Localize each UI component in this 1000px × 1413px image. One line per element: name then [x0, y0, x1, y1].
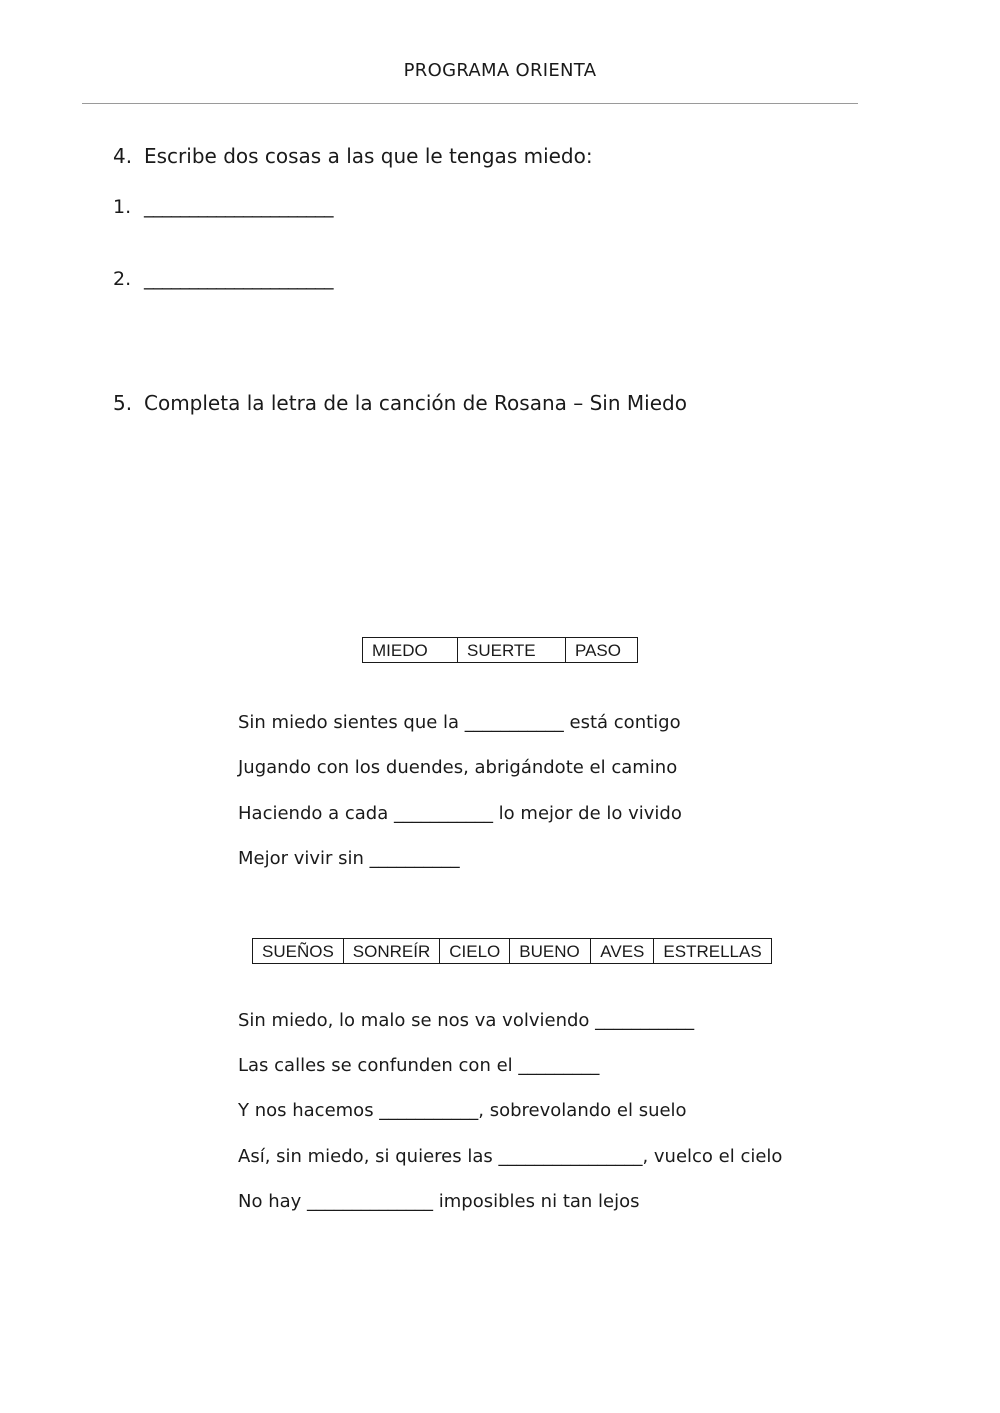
word-bank-1 [362, 637, 638, 663]
question-4 [113, 144, 593, 168]
answer-line-1-number: 1. [113, 196, 132, 218]
word-bank-2-word[interactable]: AVES [591, 939, 654, 964]
lyric-line[interactable]: Mejor vivir sin __________ [238, 848, 460, 869]
word-bank-2-word[interactable]: CIELO [440, 939, 510, 964]
answer-line-1[interactable] [113, 196, 333, 218]
answer-line-2[interactable] [113, 268, 333, 290]
lyric-line[interactable]: Y nos hacemos ___________, sobrevolando el suelo [238, 1100, 687, 1121]
question-4-number: 4. [113, 144, 133, 168]
word-bank-2 [252, 938, 772, 964]
question-5 [113, 391, 687, 415]
answer-line-1-blank[interactable]: _____________________ [144, 196, 333, 218]
answer-line-2-blank[interactable]: _____________________ [144, 268, 333, 290]
lyric-line[interactable]: Sin miedo, lo malo se nos va volviendo ___________ [238, 1010, 695, 1031]
word-bank-2-word[interactable]: SONREÍR [343, 939, 439, 964]
header-divider [82, 103, 858, 104]
word-bank-1-word[interactable]: MIEDO [363, 638, 458, 663]
lyric-line[interactable]: Así, sin miedo, si quieres las ________________, vuelco el cielo [238, 1146, 783, 1167]
question-5-number: 5. [113, 391, 133, 415]
lyric-line[interactable]: Las calles se confunden con el _________ [238, 1055, 600, 1076]
question-4-text: Escribe dos cosas a las que le tengas miedo: [144, 144, 593, 168]
lyric-line[interactable]: No hay ______________ imposibles ni tan lejos [238, 1191, 640, 1212]
lyric-line[interactable]: Haciendo a cada ___________ lo mejor de lo vivido [238, 803, 682, 824]
lyric-line: Jugando con los duendes, abrigándote el camino [238, 757, 678, 778]
word-bank-2-word[interactable]: ESTRELLAS [654, 939, 771, 964]
answer-line-2-number: 2. [113, 268, 132, 290]
question-5-text: Completa la letra de la canción de Rosana – Sin Miedo [144, 391, 687, 415]
page-title: PROGRAMA ORIENTA [403, 60, 597, 81]
word-bank-1-word[interactable]: PASO [566, 638, 638, 663]
word-bank-2-word[interactable]: BUENO [510, 939, 591, 964]
lyric-line[interactable]: Sin miedo sientes que la ___________ está contigo [238, 712, 681, 733]
word-bank-2-word[interactable]: SUEÑOS [253, 939, 344, 964]
word-bank-1-word[interactable]: SUERTE [458, 638, 566, 663]
